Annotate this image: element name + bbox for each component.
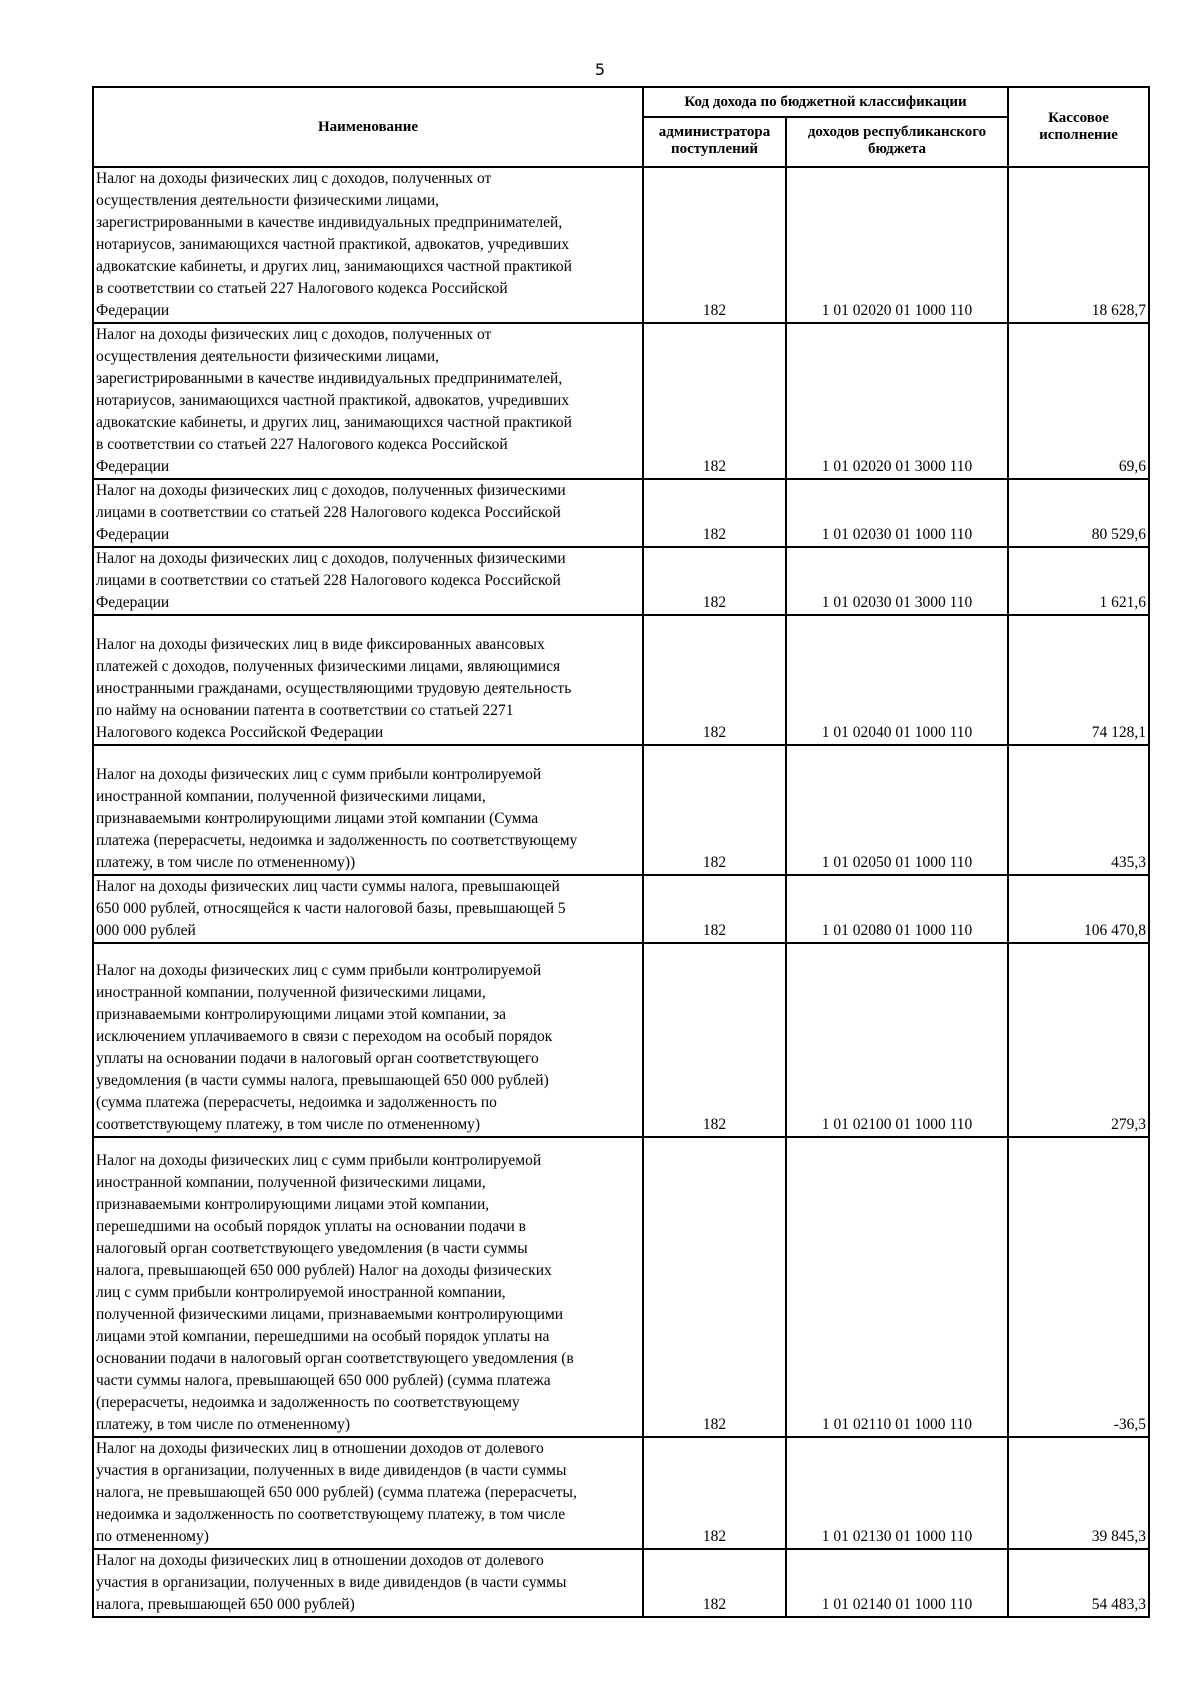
row-name: Налог на доходы физических лиц с доходов, полученных от осуществления деятельности физическими лицами, зарегистрированными в качестве индивидуальных предпринимателей, нотариусов, занимающихся частной практикой, адвокатов, учредивших адвокатские кабинеты, и других лиц, занимающихся частной практикой в соответствии со статьей 227 Налогового кодекса Российской Федерации bbox=[93, 167, 643, 323]
row-revenue-code: 1 01 02100 01 1000 110 bbox=[786, 943, 1008, 1137]
budget-revenue-table bbox=[92, 86, 1150, 1618]
row-name: Налог на доходы физических лиц с сумм прибыли контролируемой иностранной компании, полученной физическими лицами, признаваемыми контролирующими лицами этой компании, перешедшими на особый порядок уплаты на основании подачи в налоговый орган соответствующего уведомления (в части суммы налога, превышающей 650 000 рублей) Налог на доходы физических лиц с сумм прибыли контролируемой иностранной компании, полученной физическими лицами, признаваемыми контролирующими лицами этой компании, перешедшими на особый порядок уплаты на основании подачи в налоговый орган соответствующего уведомления (в части суммы налога, превышающей 650 000 рублей) (сумма платежа (перерасчеты, недоимка и задолженность по соответствующему платежу, в том числе по отмененному) bbox=[93, 1137, 643, 1437]
row-amount: 74 128,1 bbox=[1008, 615, 1149, 745]
row-revenue-code: 1 01 02040 01 1000 110 bbox=[786, 615, 1008, 745]
row-name: Налог на доходы физических лиц с доходов, полученных физическими лицами в соответствии со статьей 228 Налогового кодекса Российской Федерации bbox=[93, 479, 643, 547]
table-row bbox=[93, 615, 1149, 745]
row-revenue-code: 1 01 02030 01 3000 110 bbox=[786, 547, 1008, 615]
table-row bbox=[93, 1137, 1149, 1437]
row-admin-code: 182 bbox=[643, 1137, 786, 1437]
row-revenue-code: 1 01 02110 01 1000 110 bbox=[786, 1137, 1008, 1437]
table-row bbox=[93, 547, 1149, 615]
row-amount: -36,5 bbox=[1008, 1137, 1149, 1437]
table-row bbox=[93, 479, 1149, 547]
row-revenue-code: 1 01 02140 01 1000 110 bbox=[786, 1549, 1008, 1617]
row-name: Налог на доходы физических лиц с доходов, полученных от осуществления деятельности физическими лицами, зарегистрированными в качестве индивидуальных предпринимателей, нотариусов, занимающихся частной практикой, адвокатов, учредивших адвокатские кабинеты, и других лиц, занимающихся частной практикой в соответствии со статьей 227 Налогового кодекса Российской Федерации bbox=[93, 323, 643, 479]
table-row bbox=[93, 1437, 1149, 1549]
row-admin-code: 182 bbox=[643, 547, 786, 615]
row-name: Налог на доходы физических лиц части суммы налога, превышающей 650 000 рублей, относящейся к части налоговой базы, превышающей 5 000 000 рублей bbox=[93, 875, 643, 943]
header-administrator: администратора поступлений bbox=[643, 117, 786, 167]
header-classification: Код дохода по бюджетной классификации bbox=[643, 87, 1008, 117]
row-admin-code: 182 bbox=[643, 943, 786, 1137]
table-row bbox=[93, 323, 1149, 479]
row-admin-code: 182 bbox=[643, 1437, 786, 1549]
row-admin-code: 182 bbox=[643, 323, 786, 479]
table-row bbox=[93, 745, 1149, 875]
row-revenue-code: 1 01 02020 01 3000 110 bbox=[786, 323, 1008, 479]
row-name: Налог на доходы физических лиц с сумм прибыли контролируемой иностранной компании, полученной физическими лицами, признаваемыми контролирующими лицами этой компании, за исключением уплачиваемого в связи с переходом на особый порядок уплаты на основании подачи в налоговый орган соответствующего уведомления (в части суммы налога, превышающей 650 000 рублей) (сумма платежа (перерасчеты, недоимка и задолженность по соответствующему платежу, в том числе по отмененному) bbox=[93, 943, 643, 1137]
row-name: Налог на доходы физических лиц в отношении доходов от долевого участия в организации, полученных в виде дивидендов (в части суммы налога, не превышающей 650 000 рублей) (сумма платежа (перерасчеты, недоимка и задолженность по соответствующему платежу, в том числе по отмененному) bbox=[93, 1437, 643, 1549]
row-amount: 54 483,3 bbox=[1008, 1549, 1149, 1617]
page-number: 5 bbox=[594, 60, 606, 79]
row-revenue-code: 1 01 02050 01 1000 110 bbox=[786, 745, 1008, 875]
row-amount: 69,6 bbox=[1008, 323, 1149, 479]
table-header bbox=[93, 87, 1149, 167]
row-admin-code: 182 bbox=[643, 167, 786, 323]
row-amount: 80 529,6 bbox=[1008, 479, 1149, 547]
row-amount: 39 845,3 bbox=[1008, 1437, 1149, 1549]
table-row bbox=[93, 1549, 1149, 1617]
table-row bbox=[93, 167, 1149, 323]
row-revenue-code: 1 01 02130 01 1000 110 bbox=[786, 1437, 1008, 1549]
row-amount: 279,3 bbox=[1008, 943, 1149, 1137]
row-revenue-code: 1 01 02020 01 1000 110 bbox=[786, 167, 1008, 323]
header-name: Наименование bbox=[93, 87, 643, 167]
table-row bbox=[93, 943, 1149, 1137]
table-body bbox=[93, 167, 1149, 1617]
row-admin-code: 182 bbox=[643, 1549, 786, 1617]
row-name: Налог на доходы физических лиц с доходов, полученных физическими лицами в соответствии со статьей 228 Налогового кодекса Российской Федерации bbox=[93, 547, 643, 615]
row-name: Налог на доходы физических лиц в виде фиксированных авансовых платежей с доходов, полученных физическими лицами, являющимися иностранными гражданами, осуществляющими трудовую деятельность по найму на основании патента в соответствии со статьей 2271 Налогового кодекса Российской Федерации bbox=[93, 615, 643, 745]
row-admin-code: 182 bbox=[643, 745, 786, 875]
row-name: Налог на доходы физических лиц в отношении доходов от долевого участия в организации, полученных в виде дивидендов (в части суммы налога, превышающей 650 000 рублей) bbox=[93, 1549, 643, 1617]
row-admin-code: 182 bbox=[643, 875, 786, 943]
row-admin-code: 182 bbox=[643, 615, 786, 745]
row-admin-code: 182 bbox=[643, 479, 786, 547]
row-amount: 18 628,7 bbox=[1008, 167, 1149, 323]
row-amount: 1 621,6 bbox=[1008, 547, 1149, 615]
row-name: Налог на доходы физических лиц с сумм прибыли контролируемой иностранной компании, полученной физическими лицами, признаваемыми контролирующими лицами этой компании (Сумма платежа (перерасчеты, недоимка и задолженность по соответствующему платежу, в том числе по отмененному)) bbox=[93, 745, 643, 875]
table-row bbox=[93, 875, 1149, 943]
row-revenue-code: 1 01 02080 01 1000 110 bbox=[786, 875, 1008, 943]
row-amount: 435,3 bbox=[1008, 745, 1149, 875]
row-amount: 106 470,8 bbox=[1008, 875, 1149, 943]
row-revenue-code: 1 01 02030 01 1000 110 bbox=[786, 479, 1008, 547]
header-execution: Кассовое исполнение bbox=[1008, 87, 1149, 167]
header-revenue-code: доходов республиканского бюджета bbox=[786, 117, 1008, 167]
